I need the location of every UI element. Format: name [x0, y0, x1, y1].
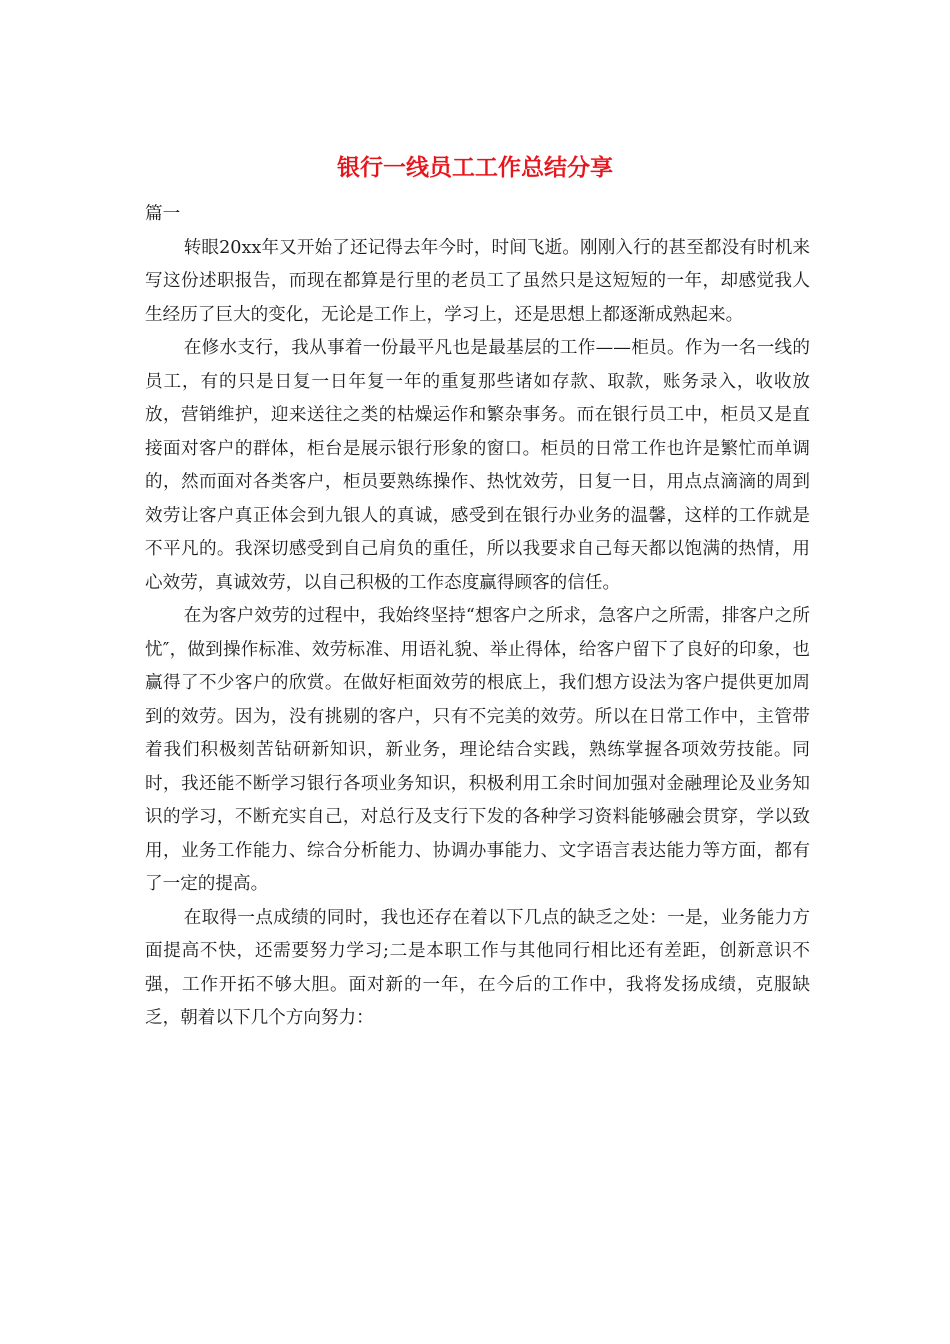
paragraph-3: 在为客户效劳的过程中，我始终坚持“想客户之所求，急客户之所需，排客户之所忧″，做到操作标准、效劳标准、用语礼貌、举止得体，给客户留下了良好的印象，也赢得了不少客户的欣赏。在做好柜面效劳的根底上，我们想方设法为客户提供更加周到的效劳。因为，没有挑剔的客户，只有不完美的效劳。所以在日常工作中，主管带着我们积极刻苦钻研新知识，新业务，理论结合实践，熟练掌握各项效劳技能。同时，我还能不断学习银行各项业务知识，积极利用工余时间加强对金融理论及业务知识的学习，不断充实自己，对总行及支行下发的各种学习资料能够融会贯穿，学以致用，业务工作能力、综合分析能力、协调办事能力、文字语言表达能力等方面，都有了一定的提高。 — [145, 606, 810, 894]
paragraph-1: 转眼20xx年又开始了还记得去年今时，时间飞逝。刚刚入行的甚至都没有时机来写这份述职报告，而现在都算是行里的老员工了虽然只是这短短的一年，却感觉我人生经历了巨大的变化，无论是工作上，学习上，还是思想上都逐渐成熟起来。 — [145, 237, 810, 325]
document-body — [145, 198, 810, 1036]
paragraph-2: 在修水支行，我从事着一份最平凡也是最基层的工作——柜员。作为一名一线的员工，有的只是日复一日年复一年的重复那些诸如存款、取款，账务录入，收收放放，营销维护，迎来送往之类的枯燥运作和繁杂事务。而在银行员工中，柜员又是直接面对客户的群体，柜台是展示银行形象的窗口。柜员的日常工作也许是繁忙而单调的，然而面对各类客户，柜员要熟练操作、热忱效劳，日复一日，用点点滴滴的周到效劳让客户真正体会到九银人的真诚，感受到在银行办业务的温馨，这样的工作就是不平凡的。我深切感受到自己肩负的重任，所以我要求自己每天都以饱满的热情，用心效劳，真诚效劳，以自己积极的工作态度赢得顾客的信任。 — [145, 338, 810, 593]
document-title: 银行一线员工工作总结分享 — [337, 154, 613, 181]
section-label: 篇一 — [145, 204, 181, 224]
paragraph-4: 在取得一点成绩的同时，我也还存在着以下几点的缺乏之处：一是，业务能力方面提高不快，还需要努力学习;二是本职工作与其他同行相比还有差距，创新意识不强，工作开拓不够大胆。面对新的一年，在今后的工作中，我将发扬成绩，克服缺乏，朝着以下几个方向努力： — [145, 907, 810, 1028]
